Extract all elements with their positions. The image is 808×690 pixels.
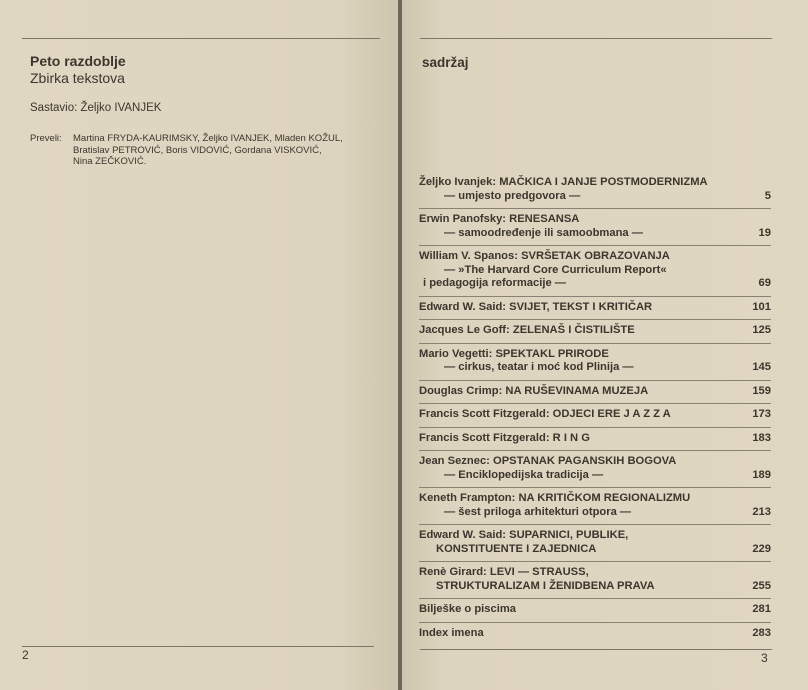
bottom-rule [420, 649, 772, 650]
toc-separator [419, 343, 771, 344]
toc-entry-title: Francis Scott Fitzgerald: R I N G [419, 431, 590, 444]
toc-separator [419, 296, 771, 297]
toc-entry-subtitle: — Enciklopedijska tradicija — [444, 468, 604, 481]
toc-entry-page: 281 [752, 603, 771, 615]
toc-entry[interactable] [419, 603, 771, 622]
toc-separator [419, 427, 771, 428]
toc-entry[interactable] [419, 455, 771, 487]
toc-entry[interactable] [419, 566, 771, 598]
toc-entry-subtitle: — »The Harvard Core Curriculum Report« [444, 263, 667, 276]
toc-entry-page: 283 [752, 626, 771, 639]
book-title: Peto razdoblje [30, 53, 126, 69]
toc-entry-page: 255 [752, 579, 771, 592]
toc-entry-title: Jacques Le Goff: ZELENAŠ I ČISTILIŠTE [419, 324, 635, 336]
toc-entry-page: 5 [764, 189, 771, 202]
table-of-contents [419, 176, 771, 645]
toc-separator [419, 622, 771, 623]
toc-entry-title: Douglas Crimp: NA RUŠEVINAMA MUZEJA [419, 384, 649, 397]
toc-entry-page: 183 [752, 431, 771, 444]
toc-entry-title: Keneth Frampton: NA KRITIČKOM REGIONALIZMU [419, 492, 691, 504]
toc-entry-page: 189 [752, 468, 771, 481]
toc-entry[interactable] [419, 250, 771, 296]
toc-entry-title: Renè Girard: LEVI — STRAUSS, [419, 566, 589, 578]
toc-entry-title: Željko Ivanjek: MAČKICA I JANJE POSTMODERNIZMA [419, 176, 708, 188]
toc-entry-title: Edward W. Said: SVIJET, TEKST I KRITIČAR [419, 300, 653, 313]
toc-entry-subtitle: — samoodređenje ili samoobmana — [444, 226, 643, 239]
toc-heading: sadržaj [422, 55, 469, 70]
toc-entry[interactable] [419, 492, 771, 524]
toc-separator [419, 319, 771, 320]
toc-entry-page: 19 [758, 226, 771, 239]
toc-entry-subtitle: — šest priloga arhitekturi otpora — [444, 505, 632, 518]
translators-line: Bratislav PETROVIĆ, Boris VIDOVIĆ, Gordana VISKOVIĆ, [73, 144, 322, 156]
bottom-rule [22, 646, 374, 647]
top-rule [420, 38, 772, 39]
toc-separator [419, 403, 771, 404]
toc-entry-title: Francis Scott Fitzgerald: ODJECI ERE J A Z Z A [419, 408, 671, 420]
toc-entry-page: 173 [752, 408, 771, 420]
toc-entry-page: 159 [752, 384, 771, 397]
toc-separator [419, 487, 771, 488]
toc-entry-subtitle: i pedagogija reformacije — [423, 277, 566, 289]
toc-entry-title: Jean Seznec: OPSTANAK PAGANSKIH BOGOVA [419, 455, 677, 467]
translators-line: Martina FRYDA-KAURIMSKY, Željko IVANJEK, Mladen KOŽUL, [73, 133, 343, 144]
left-page [0, 0, 398, 690]
toc-entry-title: Index imena [419, 626, 484, 639]
toc-entry-subtitle: KONSTITUENTE I ZAJEDNICA [436, 542, 597, 555]
toc-entry-title: Erwin Panofsky: RENESANSA [419, 213, 580, 225]
toc-entry-subtitle: STRUKTURALIZAM I ŽENIDBENA PRAVA [436, 579, 655, 592]
toc-entry-page: 69 [758, 277, 771, 289]
toc-separator [419, 524, 771, 525]
page-number: 2 [22, 648, 29, 662]
toc-entry[interactable] [419, 627, 771, 646]
toc-separator [419, 561, 771, 562]
toc-separator [419, 245, 771, 246]
toc-entry-subtitle: — umjesto predgovora — [444, 189, 581, 202]
toc-entry[interactable] [419, 176, 771, 208]
translators-label: Preveli: [30, 133, 62, 144]
toc-separator [419, 208, 771, 209]
toc-entry-page: 229 [752, 542, 771, 555]
translators-line: Nina ZEČKOVIĆ. [73, 156, 147, 167]
toc-entry[interactable] [419, 348, 771, 380]
toc-entry-title: Bilješke o piscima [419, 603, 517, 615]
toc-entry-page: 145 [752, 361, 771, 373]
toc-entry-title: William V. Spanos: SVRŠETAK OBRAZOVANJA [419, 250, 670, 262]
translators-list [73, 133, 393, 168]
toc-entry[interactable] [419, 385, 771, 404]
toc-entry-title: Edward W. Said: SUPARNICI, PUBLIKE, [419, 529, 629, 541]
toc-entry[interactable] [419, 529, 771, 561]
toc-separator [419, 450, 771, 451]
toc-entry[interactable] [419, 301, 771, 320]
toc-entry[interactable] [419, 408, 771, 427]
toc-separator [419, 380, 771, 381]
toc-entry-page: 125 [752, 324, 771, 336]
toc-separator [419, 598, 771, 599]
toc-entry[interactable] [419, 324, 771, 343]
toc-entry-subtitle: — cirkus, teatar i moć kod Plinija — [444, 361, 634, 373]
page-number: 3 [761, 651, 768, 665]
toc-entry-page: 213 [752, 505, 771, 518]
toc-entry[interactable] [419, 432, 771, 451]
compiler-credit: Sastavio: Željko IVANJEK [30, 102, 162, 114]
right-page [402, 0, 808, 690]
book-subtitle: Zbirka tekstova [30, 70, 125, 86]
toc-entry[interactable] [419, 213, 771, 245]
toc-entry-page: 101 [752, 300, 771, 313]
toc-entry-title: Mario Vegetti: SPEKTAKL PRIRODE [419, 347, 609, 360]
top-rule [22, 38, 380, 39]
